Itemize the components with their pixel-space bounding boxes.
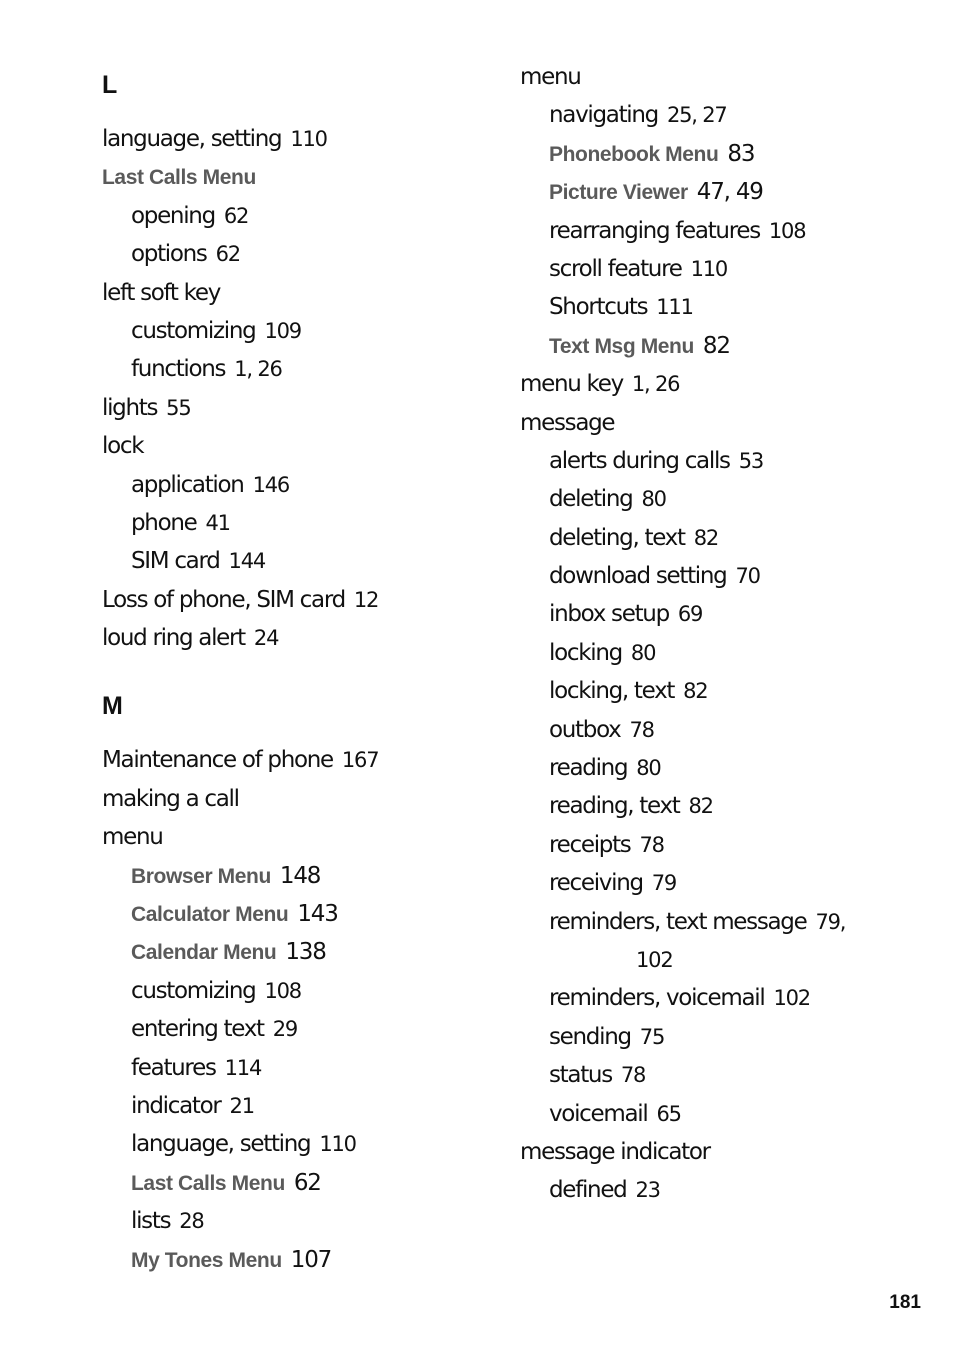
- entry-page-reference: 110: [319, 1132, 356, 1157]
- index-subentry: [520, 979, 920, 1017]
- index-entry: [102, 581, 482, 619]
- entry-term: Maintenance of phone: [102, 747, 333, 774]
- entry-term: defined: [549, 1177, 627, 1204]
- entry-page-reference: 148: [279, 862, 321, 889]
- index-subentry: [520, 1171, 920, 1209]
- index-entry: [102, 158, 482, 196]
- index-entry: [520, 365, 920, 403]
- index-subentry: [102, 466, 482, 504]
- entry-page-reference: 114: [224, 1055, 262, 1080]
- entry-term: left soft key: [102, 279, 221, 306]
- index-subentry: [102, 312, 482, 350]
- index-entry: [520, 58, 920, 96]
- index-entry-list: [102, 741, 482, 1278]
- entry-term: options: [131, 241, 207, 268]
- entry-term: voicemail: [549, 1100, 648, 1127]
- index-subentry: [102, 504, 482, 542]
- entry-page-reference: 110: [690, 256, 728, 281]
- entry-term: reminders, text message: [549, 908, 807, 935]
- entry-term: inbox setup: [549, 601, 669, 628]
- index-subentry: [520, 1095, 920, 1133]
- entry-term: Calendar Menu: [131, 941, 277, 965]
- entry-term: lists: [131, 1208, 171, 1235]
- entry-page-reference: 111: [656, 295, 693, 320]
- entry-term: deleting, text: [549, 524, 685, 551]
- index-entry: [102, 741, 482, 779]
- entry-page-reference: 69: [677, 602, 703, 627]
- entry-term: menu: [520, 64, 581, 90]
- entry-page-reference: 144: [228, 549, 266, 574]
- entry-term: Last Calls Menu: [102, 166, 256, 190]
- index-subentry: [102, 895, 482, 933]
- entry-term: reading, text: [549, 793, 680, 820]
- entry-page-continuation: [520, 941, 920, 979]
- index-subentry: [520, 557, 920, 595]
- entry-term: scroll feature: [549, 255, 682, 282]
- entry-term: customizing: [131, 317, 256, 344]
- entry-term: lights: [102, 394, 158, 421]
- entry-page-reference: 138: [285, 939, 326, 966]
- entry-term: status: [549, 1062, 612, 1089]
- entry-term: sending: [549, 1023, 631, 1050]
- entry-page-reference: 23: [635, 1178, 660, 1203]
- entry-page-reference: 62: [223, 203, 249, 228]
- index-subentry: [520, 672, 920, 710]
- index-subentry: [520, 826, 920, 864]
- entry-term: features: [131, 1054, 216, 1081]
- index-subentry: [102, 933, 482, 971]
- index-subentry: [520, 1018, 920, 1056]
- index-subentry: [102, 542, 482, 580]
- index-subentry: [520, 595, 920, 633]
- entry-term: My Tones Menu: [131, 1248, 282, 1272]
- index-column-right: [520, 58, 920, 1210]
- entry-page-reference: 1, 26: [631, 372, 680, 397]
- entry-page-reference: 28: [179, 1209, 204, 1234]
- index-subentry: [520, 442, 920, 480]
- entry-term: deleting: [549, 486, 633, 513]
- index-subentry: [102, 1087, 482, 1125]
- entry-term: Picture Viewer: [549, 181, 688, 205]
- entry-page-reference: 82: [693, 525, 719, 550]
- entry-page-reference: 108: [264, 978, 301, 1003]
- entry-page-reference: 82: [688, 794, 713, 819]
- entry-term: opening: [131, 202, 215, 229]
- entry-term: navigating: [549, 102, 658, 129]
- entry-page-reference: 79: [651, 871, 677, 896]
- index-entry: [102, 780, 482, 818]
- index-entry: [520, 1133, 920, 1171]
- entry-page-reference: 102: [636, 947, 673, 972]
- entry-term: Browser Menu: [131, 864, 271, 888]
- entry-term: Last Calls Menu: [131, 1171, 285, 1195]
- entry-term: language, setting: [131, 1131, 311, 1158]
- index-subentry: [102, 857, 482, 895]
- entry-page-reference: 78: [629, 717, 654, 742]
- entry-page-reference: 82: [702, 332, 730, 359]
- index-subentry: [102, 1164, 482, 1202]
- index-subentry: [102, 197, 482, 235]
- entry-term: loud ring alert: [102, 625, 245, 652]
- entry-term: Phonebook Menu: [549, 142, 719, 166]
- index-subentry: [520, 903, 920, 941]
- entry-term: making a call: [102, 785, 239, 812]
- index-subentry: [520, 327, 920, 365]
- entry-page-reference: 53: [738, 448, 764, 473]
- entry-page-reference: 79,: [815, 909, 846, 934]
- entry-term: Calculator Menu: [131, 903, 289, 927]
- entry-page-reference: 62: [293, 1169, 321, 1196]
- entry-term: functions: [131, 356, 226, 383]
- entry-term: lock: [102, 433, 144, 460]
- entry-page-reference: 70: [735, 564, 760, 589]
- entry-page-reference: 12: [353, 587, 379, 612]
- index-entry-list: [520, 58, 920, 1210]
- entry-page-reference: 75: [639, 1024, 665, 1049]
- entry-term: phone: [131, 509, 197, 536]
- entry-term: outbox: [549, 716, 621, 743]
- index-subentry: [520, 96, 920, 134]
- index-subentry: [520, 250, 920, 288]
- entry-term: language, setting: [102, 126, 282, 152]
- entry-page-reference: 78: [620, 1063, 646, 1088]
- index-subentry: [102, 1125, 482, 1163]
- entry-page-reference: 146: [252, 472, 290, 497]
- entry-term: Shortcuts: [549, 294, 648, 321]
- entry-page-reference: 62: [215, 242, 240, 267]
- index-entry: [102, 120, 482, 158]
- index-subentry: [520, 711, 920, 749]
- index-subentry: [102, 972, 482, 1010]
- entry-term: SIM card: [131, 548, 220, 575]
- index-subentry: [520, 173, 920, 211]
- entry-page-reference: 41: [205, 510, 230, 535]
- index-entry: [102, 389, 482, 427]
- entry-term: entering text: [131, 1016, 264, 1043]
- index-entry: [102, 274, 482, 312]
- entry-page-reference: 108: [768, 218, 806, 243]
- entry-page-reference: 29: [272, 1017, 298, 1042]
- entry-term: indicator: [131, 1092, 221, 1119]
- index-entry: [102, 818, 482, 856]
- entry-term: application: [131, 471, 244, 498]
- entry-page-reference: 1, 26: [234, 357, 282, 382]
- entry-term: Text Msg Menu: [549, 334, 694, 358]
- index-letter-heading: L: [102, 71, 118, 99]
- entry-term: menu: [102, 824, 163, 851]
- index-column-left: [102, 58, 482, 1279]
- index-subentry: [520, 1056, 920, 1094]
- entry-term: customizing: [131, 977, 256, 1004]
- index-entry: [102, 619, 482, 657]
- index-subentry: [102, 1241, 482, 1279]
- entry-term: receiving: [549, 870, 643, 897]
- entry-page-reference: 21: [229, 1093, 254, 1118]
- entry-page-reference: 25, 27: [666, 103, 727, 128]
- index-subentry: [520, 864, 920, 902]
- entry-page-reference: 24: [253, 626, 279, 651]
- index-entry-list: [102, 120, 482, 657]
- index-subentry: [520, 480, 920, 518]
- entry-term: Loss of phone, SIM card: [102, 586, 345, 613]
- entry-term: menu key: [520, 371, 623, 398]
- entry-page-reference: 167: [341, 748, 379, 773]
- index-subentry: [520, 519, 920, 557]
- entry-term: rearranging features: [549, 217, 760, 244]
- entry-page-reference: 143: [297, 901, 338, 928]
- index-subentry: [520, 749, 920, 787]
- index-entry: [520, 404, 920, 442]
- entry-page-reference: 82: [683, 679, 708, 704]
- index-subentry: [102, 1202, 482, 1240]
- entry-page-reference: 80: [630, 640, 656, 665]
- entry-page-reference: 78: [639, 832, 664, 857]
- index-entry: [102, 427, 482, 465]
- index-subentry: [102, 235, 482, 273]
- entry-term: message indicator: [520, 1138, 710, 1165]
- index-subentry: [102, 1049, 482, 1087]
- index-subentry: [520, 787, 920, 825]
- entry-term: locking, text: [549, 678, 675, 705]
- entry-page-reference: 55: [166, 395, 191, 420]
- entry-page-reference: 65: [656, 1101, 681, 1126]
- index-letter-heading: M: [102, 692, 123, 721]
- entry-page-reference: 102: [773, 986, 810, 1011]
- page-number: 181: [889, 1292, 921, 1313]
- index-subentry: [520, 634, 920, 672]
- entry-page-reference: 110: [290, 127, 327, 151]
- entry-page-reference: 109: [264, 318, 301, 343]
- entry-term: receipts: [549, 831, 631, 858]
- entry-page-reference: 80: [636, 756, 661, 781]
- entry-page-reference: 47, 49: [696, 179, 763, 206]
- entry-term: reading: [549, 755, 628, 782]
- index-subentry: [520, 288, 920, 326]
- entry-term: reminders, voicemail: [549, 985, 765, 1012]
- entry-page-reference: 107: [290, 1246, 332, 1273]
- entry-term: download setting: [549, 563, 727, 590]
- index-subentry: [102, 350, 482, 388]
- entry-term: message: [520, 409, 615, 436]
- index-subentry: [520, 135, 920, 173]
- index-subentry: [520, 212, 920, 250]
- entry-term: locking: [549, 639, 622, 666]
- entry-page-reference: 80: [641, 487, 666, 512]
- entry-page-reference: 83: [727, 140, 755, 167]
- index-subentry: [102, 1010, 482, 1048]
- entry-term: alerts during calls: [549, 447, 730, 474]
